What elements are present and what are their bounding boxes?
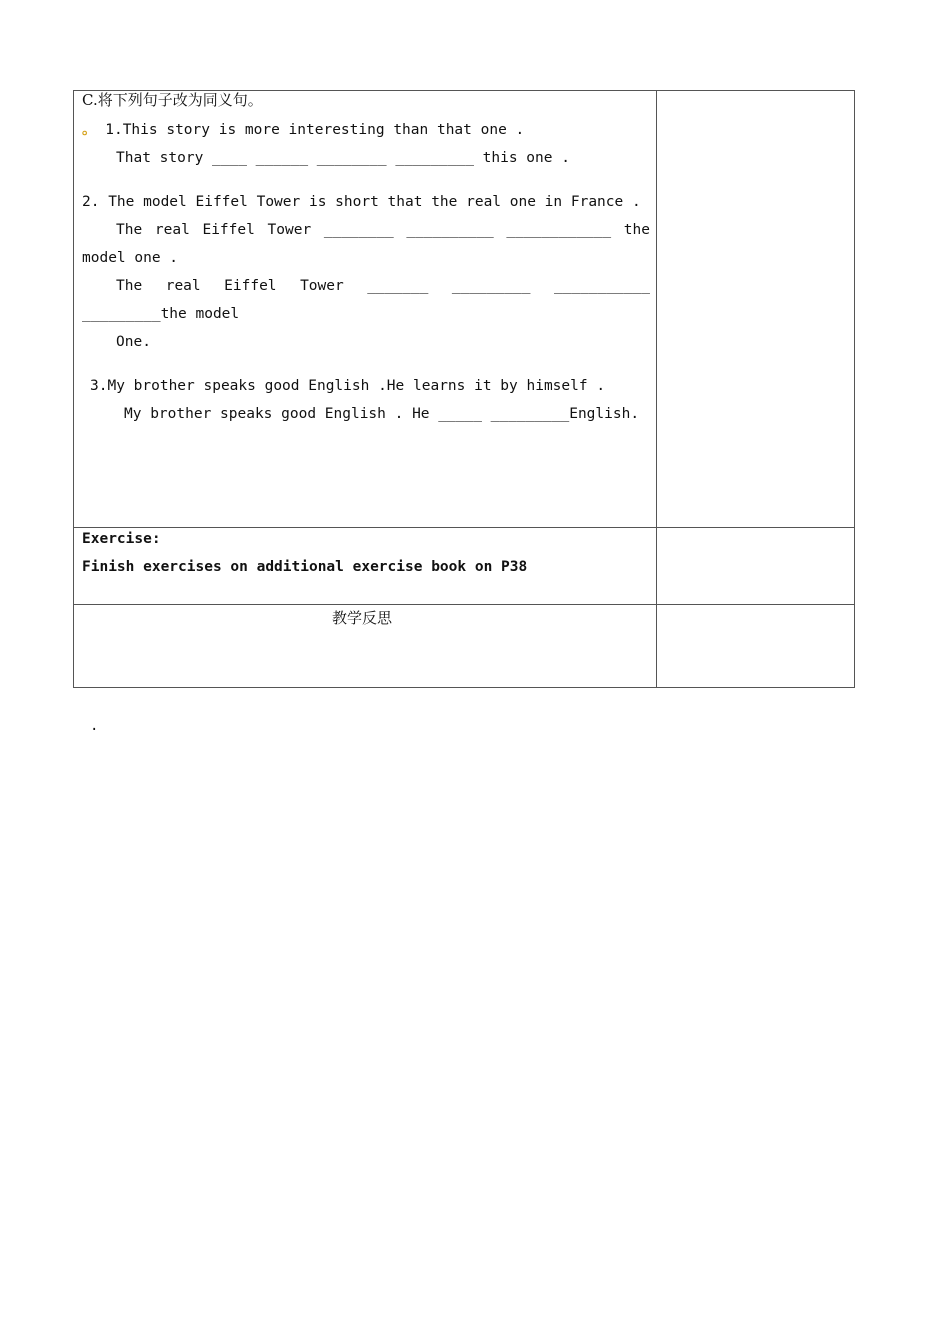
lesson-plan-table bbox=[73, 90, 854, 686]
section-c-row bbox=[74, 91, 855, 528]
q2-line-3: model one . bbox=[82, 250, 179, 266]
q1-line-1 bbox=[82, 121, 524, 139]
q2-blank: _______ bbox=[367, 278, 429, 294]
reflection-row bbox=[74, 605, 855, 688]
q2-word: Eiffel bbox=[224, 278, 277, 294]
reflection-cell bbox=[74, 605, 657, 688]
q2-word: real bbox=[165, 278, 201, 294]
q2-word: Eiffel bbox=[202, 222, 255, 238]
q2-word: The bbox=[116, 278, 143, 294]
q3-line-2: My brother speaks good English . He _____ _________English. bbox=[124, 406, 640, 422]
q1-line-2: That story ____ ______ ________ _________ this one . bbox=[116, 150, 570, 166]
q2-word: The bbox=[116, 222, 143, 238]
worksheet-grid bbox=[73, 90, 855, 688]
q2-blank: ____________ bbox=[506, 222, 612, 238]
q1-sentence: 1.This story is more interesting than that one . bbox=[105, 122, 525, 138]
section-c-cell bbox=[74, 91, 657, 528]
bullet-marker: 。 bbox=[82, 122, 97, 138]
q2-word: real bbox=[154, 222, 190, 238]
exercise-cell bbox=[74, 528, 657, 605]
q2-word: Tower bbox=[300, 278, 344, 294]
exercise-title: Exercise: bbox=[82, 531, 161, 547]
q2-blank: __________ bbox=[406, 222, 494, 238]
q2-line-1: 2. The model Eiffel Tower is short that the real one in France . bbox=[82, 194, 641, 210]
q2-word: Tower bbox=[267, 222, 312, 238]
reflection-title: 教学反思 bbox=[332, 609, 393, 627]
q2-blank: ___________ bbox=[553, 278, 650, 294]
q2-line-6: One. bbox=[116, 334, 151, 350]
exercise-row bbox=[74, 528, 855, 605]
exercise-text: Finish exercises on additional exercise book on P38 bbox=[82, 559, 528, 575]
q2-word: the bbox=[623, 222, 650, 238]
q2-line-5: _________the model bbox=[82, 306, 240, 322]
footer-mark: . bbox=[90, 718, 99, 734]
section-c-side-cell bbox=[657, 91, 855, 528]
q2-blank: _________ bbox=[451, 278, 531, 294]
q2-blank: ________ bbox=[323, 222, 394, 238]
reflection-side-cell bbox=[657, 605, 855, 688]
section-c-heading: C.将下列句子改为同义句。 bbox=[82, 91, 263, 109]
exercise-side-cell bbox=[657, 528, 855, 605]
q3-line-1: 3.My brother speaks good English .He learns it by himself . bbox=[90, 378, 606, 394]
q2-line-4 bbox=[116, 277, 650, 295]
q2-line-2 bbox=[116, 221, 650, 239]
